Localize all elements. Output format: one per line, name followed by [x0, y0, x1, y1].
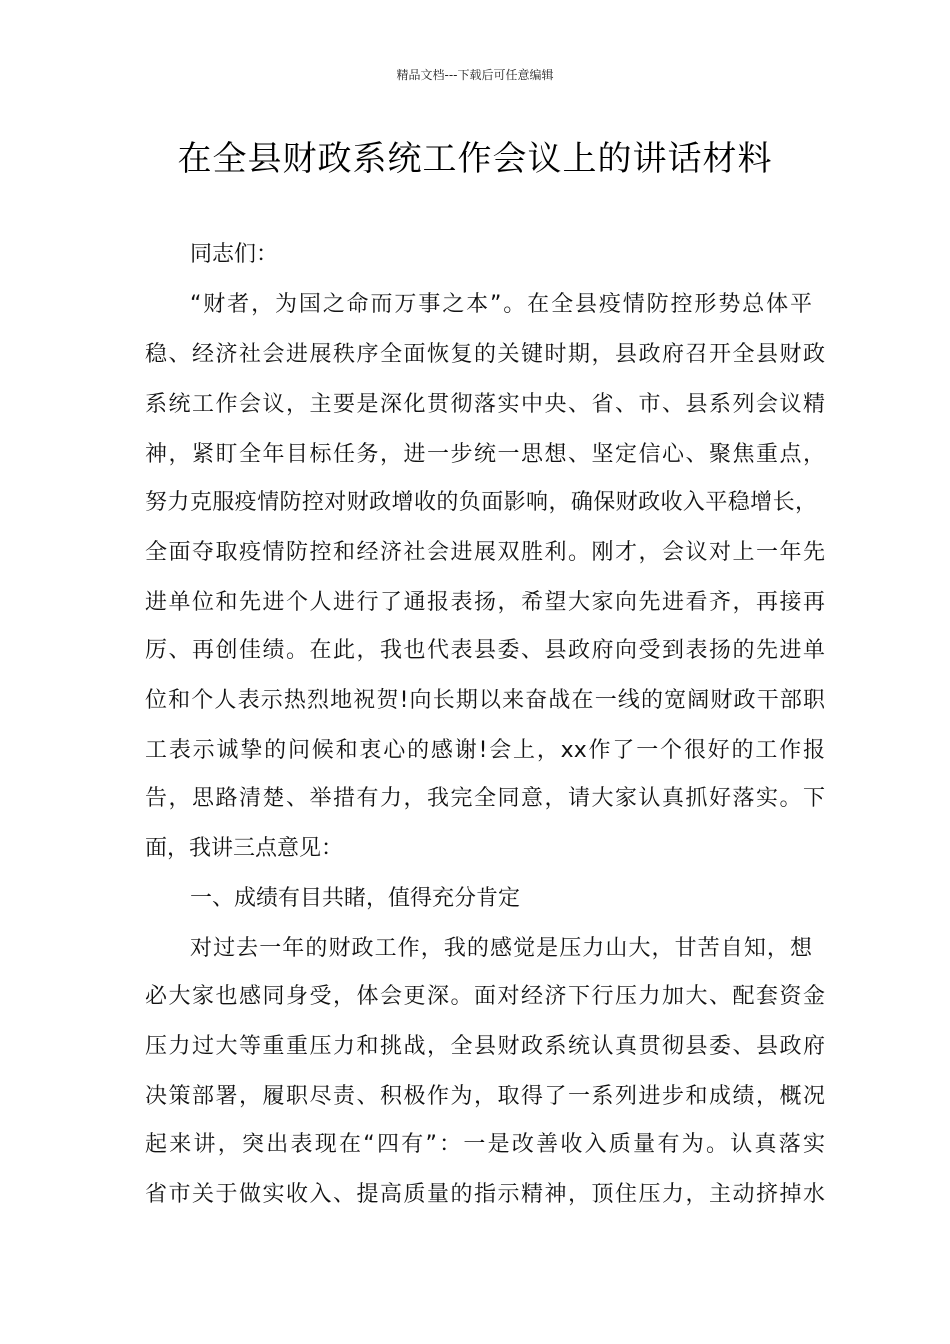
body-line: 工表示诚挚的问候和衷心的感谢!会上，xx作了一个很好的工作报 — [145, 738, 825, 763]
body-line: 神，紧盯全年目标任务，进一步统一思想、坚定信心、聚焦重点， — [145, 442, 825, 467]
body-line: 决策部署，履职尽责、积极作为，取得了一系列进步和成绩，概况 — [145, 1084, 825, 1109]
body-line: 对过去一年的财政工作，我的感觉是压力山大，甘苦自知，想 — [190, 936, 812, 961]
body-line: 位和个人表示热烈地祝贺!向长期以来奋战在一线的宽阔财政干部职 — [145, 688, 825, 713]
body-line: 厉、再创佳绩。在此，我也代表县委、县政府向受到表扬的先进单 — [145, 638, 825, 663]
document-title: 在全县财政系统工作会议上的讲话材料 — [177, 139, 773, 179]
body-line: 同志们： — [190, 242, 279, 267]
body-line: 告，思路清楚、举措有力，我完全同意，请大家认真抓好落实。下 — [145, 786, 825, 811]
body-line: 全面夺取疫情防控和经济社会进展双胜利。刚才，会议对上一年先 — [145, 540, 825, 565]
body-line: 努力克服疫情防控对财政增收的负面影响，确保财政收入平稳增长， — [145, 490, 817, 515]
body-line: “财者，为国之命而万事之本”。在全县疫情防控形势总体平 — [190, 292, 812, 317]
body-line: 一、成绩有目共睹，值得充分肯定 — [190, 886, 521, 911]
body-line: 省市关于做实收入、提高质量的指示精神，顶住压力，主动挤掉水 — [145, 1182, 825, 1207]
body-line: 压力过大等重重压力和挑战，全县财政系统认真贯彻县委、县政府 — [145, 1034, 825, 1059]
body-line: 必大家也感同身受，体会更深。面对经济下行压力加大、配套资金 — [145, 984, 825, 1009]
body-line: 面，我讲三点意见： — [145, 836, 344, 861]
body-line: 进单位和先进个人进行了通报表扬，希望大家向先进看齐，再接再 — [145, 590, 825, 615]
page-header: 精品文档---下载后可任意编辑 — [396, 68, 554, 82]
body-line: 系统工作会议，主要是深化贯彻落实中央、省、市、县系列会议精 — [145, 392, 825, 417]
body-line: 起来讲，突出表现在“四有”：一是改善收入质量有为。认真落实 — [145, 1132, 825, 1157]
body-line: 稳、经济社会进展秩序全面恢复的关键时期，县政府召开全县财政 — [145, 342, 825, 367]
